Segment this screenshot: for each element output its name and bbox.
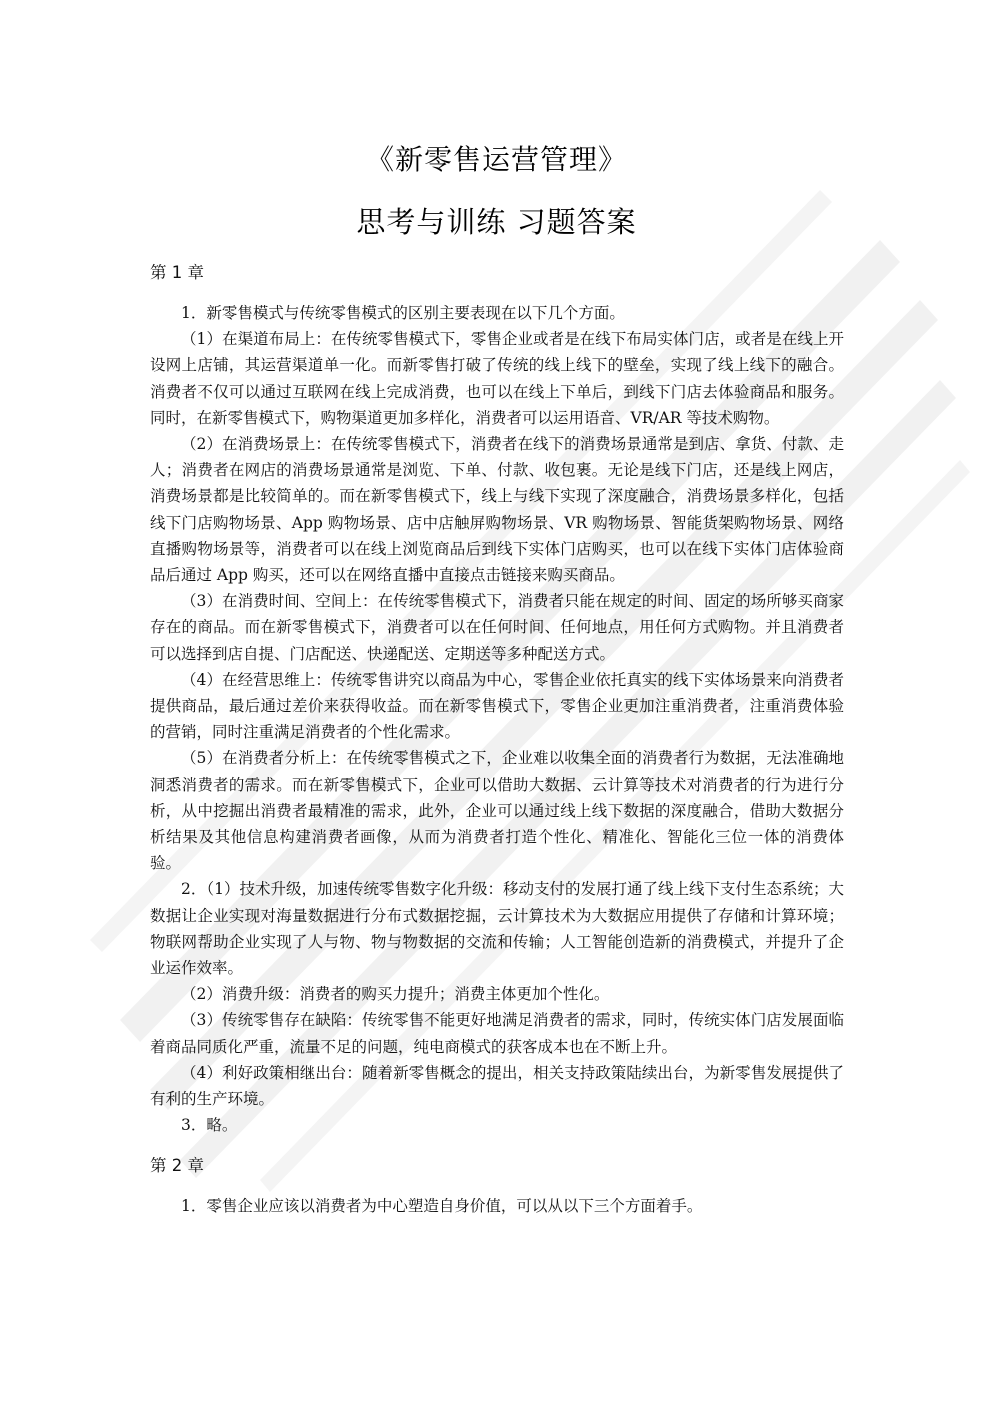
paragraph: （1）在渠道布局上：在传统零售模式下，零售企业或者是在线下布局实体门店，或者是在线上开设网上店铺，其运营渠道单一化。而新零售打破了传统的线上线下的壁垒，实现了线上线下的融合。消费者不仅可以通过互联网在线上完成消费，也可以在线上下单后，到线下门店去体验商品和服务。同时，在新零售模式下，购物渠道更加多样化，消费者可以运用语音、VR/AR 等技术购物。 (150, 330, 844, 427)
paragraph: 2．（1）技术升级，加速传统零售数字化升级：移动支付的发展打通了线上线下支付生态系统；大数据让企业实现对海量数据进行分布式数据挖掘，云计算技术为大数据应用提供了存储和计算环境；物联网帮助企业实现了人与物、物与物数据的交流和传输；人工智能创造新的消费模式，并提升了企业运作效率。 (150, 880, 844, 978)
paragraph: （4）利好政策相继出台：随着新零售概念的提出，相关支持政策陆续出台，为新零售发展提供了有利的生产环境。 (150, 1063, 844, 1109)
document-body (150, 258, 844, 1219)
paragraph: （2）消费升级：消费者的购买力提升；消费主体更加个性化。 (181, 985, 610, 1004)
paragraph: 1．新零售模式与传统零售模式的区别主要表现在以下几个方面。 (181, 304, 625, 322)
paragraph: 1．零售企业应该以消费者为中心塑造自身价值，可以从以下三个方面着手。 (181, 1196, 703, 1215)
paragraph: （5）在消费者分析上：在传统零售模式之下，企业难以收集全面的消费者行为数据，无法准确地洞悉消费者的需求。而在新零售模式下，企业可以借助大数据、云计算等技术对消费者的行为进行分析，从中挖掘出消费者最精准的需求，此外，企业可以通过线上线下数据的深度融合，借助大数据分析结果及其他信息构建消费者画像，从而为消费者打造个性化、精准化、智能化三位一体的消费体验。 (150, 749, 844, 873)
chapter-heading: 第 2 章 (150, 1155, 204, 1175)
paragraph: （2）在消费场景上：在传统零售模式下，消费者在线下的消费场景通常是到店、拿货、付款、走人；消费者在网店的消费场景通常是浏览、下单、付款、收包裹。无论是线下门店，还是线上网店，消费场景都是比较简单的。而在新零售模式下，线上与线下实现了深度融合，消费场景多样化，包括线下门店购物场景、App 购物场景、店中店触屏购物场景、VR 购物场景、智能货架购物场景、网络直播购物场景等，消费者可以在线上浏览商品后到线下实体门店购买，也可以在线下实体门店体验商品后通过 App 购买，还可以在网络直播中直接点击链接来购买商品。 (150, 435, 844, 585)
document-title: 《新零售运营管理》 (365, 143, 627, 176)
paragraph: 3．略。 (181, 1116, 238, 1135)
chapter-heading: 第 1 章 (150, 263, 204, 282)
paragraph: （4）在经营思维上：传统零售讲究以商品为中心，零售企业依托真实的线下实体场景来向消费者提供商品，最后通过差价来获得收益。而在新零售模式下，零售企业更加注重消费者，注重消费体验的营销，同时注重满足消费者的个性化需求。 (150, 670, 844, 742)
document-subtitle: 思考与训练 习题答案 (356, 205, 637, 239)
paragraph: （3）传统零售存在缺陷：传统零售不能更好地满足消费者的需求，同时，传统实体门店发展面临着商品同质化严重，流量不足的问题，纯电商模式的获客成本也在不断上升。 (150, 1011, 844, 1056)
paragraph: （3）在消费时间、空间上：在传统零售模式下，消费者只能在规定的时间、固定的场所够买商家存在的商品。而在新零售模式下，消费者可以在任何时间、任何地点，用任何方式购物。并且消费者可以选择到店自提、门店配送、快递配送、定期送等多种配送方式。 (150, 592, 844, 663)
